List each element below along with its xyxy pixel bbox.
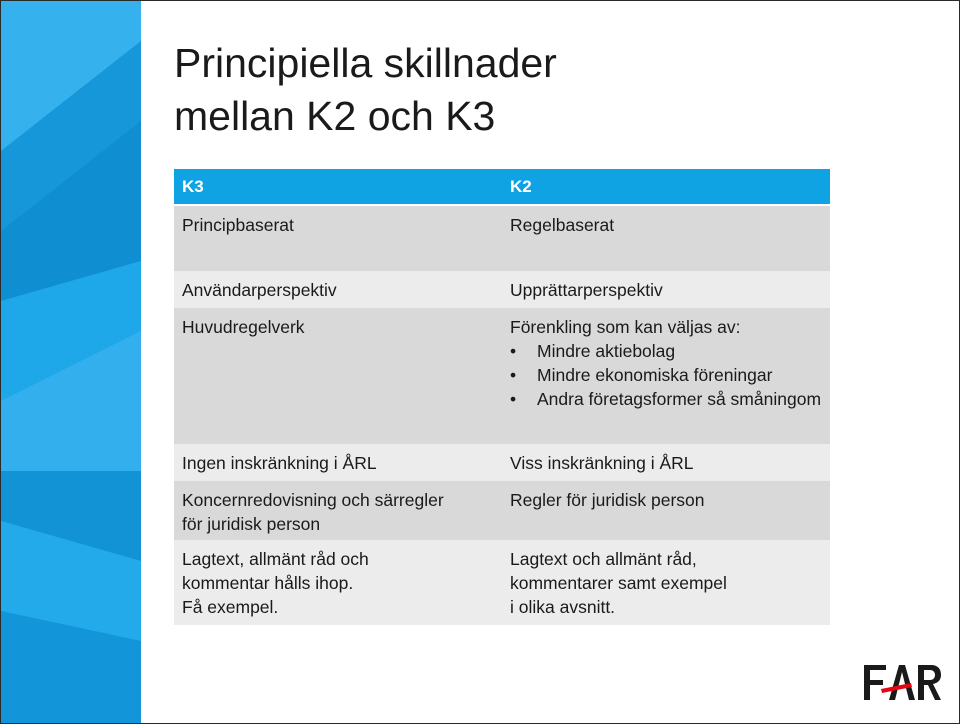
table-row [174, 444, 830, 481]
list-item: • Mindre ekonomiska föreningar [510, 363, 822, 387]
cell-text: Förenkling som kan väljas av: [510, 317, 741, 337]
list-item: • Andra företagsformer så småningom [510, 387, 822, 411]
table-row [174, 481, 830, 540]
cell-k3 [174, 540, 502, 625]
cell-k2 [502, 308, 830, 444]
list-item: • Mindre aktiebolag [510, 339, 822, 363]
cell-text: Upprättarperspektiv [510, 280, 663, 300]
cell-text: Koncernredovisning och särregler [182, 490, 444, 510]
slide-title [174, 37, 874, 143]
cell-k3 [174, 308, 502, 444]
header-k3: K3 [174, 169, 502, 205]
cell-text: Lagtext och allmänt råd, [510, 549, 697, 569]
cell-text: Principbaserat [182, 215, 294, 235]
cell-k2 [502, 481, 830, 540]
cell-text: Regler för juridisk person [510, 490, 705, 510]
table-header-row [174, 169, 830, 205]
cell-text: kommentar hålls ihop. [182, 573, 354, 593]
title-line-2: mellan K2 och K3 [174, 93, 496, 139]
cell-text: Viss inskränkning i ÅRL [510, 453, 694, 473]
cell-text: i olika avsnitt. [510, 597, 616, 617]
cell-text: Ingen inskränkning i ÅRL [182, 453, 377, 473]
cell-text: Regelbaserat [510, 215, 615, 235]
cell-k3 [174, 271, 502, 308]
cell-text: Lagtext, allmänt råd och [182, 549, 369, 569]
header-k2: K2 [502, 169, 830, 205]
cell-k2 [502, 540, 830, 625]
cell-k3 [174, 481, 502, 540]
comparison-table [174, 169, 830, 625]
cell-text: Få exempel. [182, 597, 279, 617]
cell-k2 [502, 271, 830, 308]
cell-text: Användarperspektiv [182, 280, 337, 300]
cell-k3 [174, 444, 502, 481]
cell-k2 [502, 205, 830, 271]
title-line-1: Principiella skillnader [174, 40, 557, 86]
cell-text: Huvudregelverk [182, 317, 305, 337]
far-logo [861, 661, 943, 703]
table-row [174, 540, 830, 625]
decorative-side-panel [1, 1, 141, 723]
cell-k2 [502, 444, 830, 481]
cell-text: kommentarer samt exempel [510, 573, 727, 593]
cell-k3 [174, 205, 502, 271]
bullet-list [510, 339, 822, 411]
table-row [174, 271, 830, 308]
cell-text: för juridisk person [182, 514, 321, 534]
table-row [174, 308, 830, 444]
table-row [174, 205, 830, 271]
